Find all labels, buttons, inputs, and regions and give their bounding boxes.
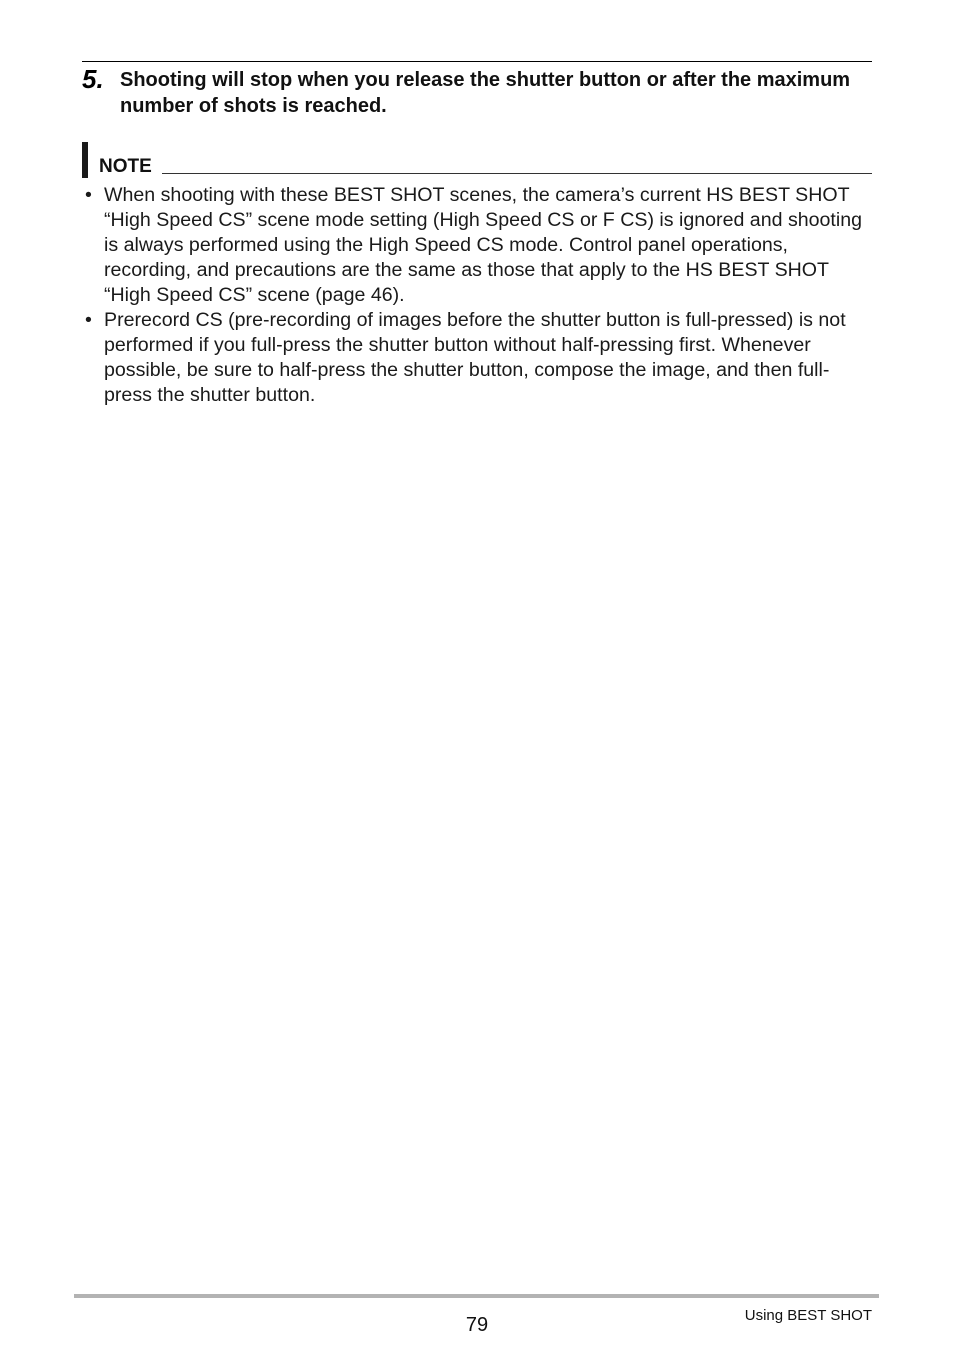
note-item-text: When shooting with these BEST SHOT scenes, the camera’s current HS BEST SHOT “High Speed CS” scene mode setting (High Speed CS or F CS) is ignored and shooting is always performed using the High Speed CS mode. Control panel operations, recording, and precautions are the same as those that apply to the HS BEST SHOT “High Speed CS” scene (page 46). xyxy=(104,184,863,306)
note-marker-bar xyxy=(82,142,88,178)
step-5 xyxy=(82,64,872,119)
note-header xyxy=(82,142,872,178)
page-number: 79 xyxy=(465,1314,489,1336)
step-text: Shooting will stop when you release the shutter button or after the maximum number of shots is reached. xyxy=(120,69,851,117)
note-list xyxy=(82,183,872,408)
note-item xyxy=(82,183,872,308)
top-divider xyxy=(82,61,872,62)
step-number: 5. xyxy=(82,64,104,94)
footer-section-name: Using BEST SHOT xyxy=(744,1307,872,1324)
note-rule xyxy=(162,173,872,174)
note-item-text: Prerecord CS (pre-recording of images before the shutter button is full-pressed) is not performed if you full-press the shutter button without half-pressing first. Whenever possible, be sure to half-press the shutter button, compose the image, and then full-press the shutter button. xyxy=(104,309,846,406)
bullet-icon: • xyxy=(85,309,92,331)
footer-divider xyxy=(74,1294,879,1298)
note-item xyxy=(82,308,872,408)
bullet-icon: • xyxy=(85,184,92,206)
note-label: NOTE xyxy=(99,156,152,177)
